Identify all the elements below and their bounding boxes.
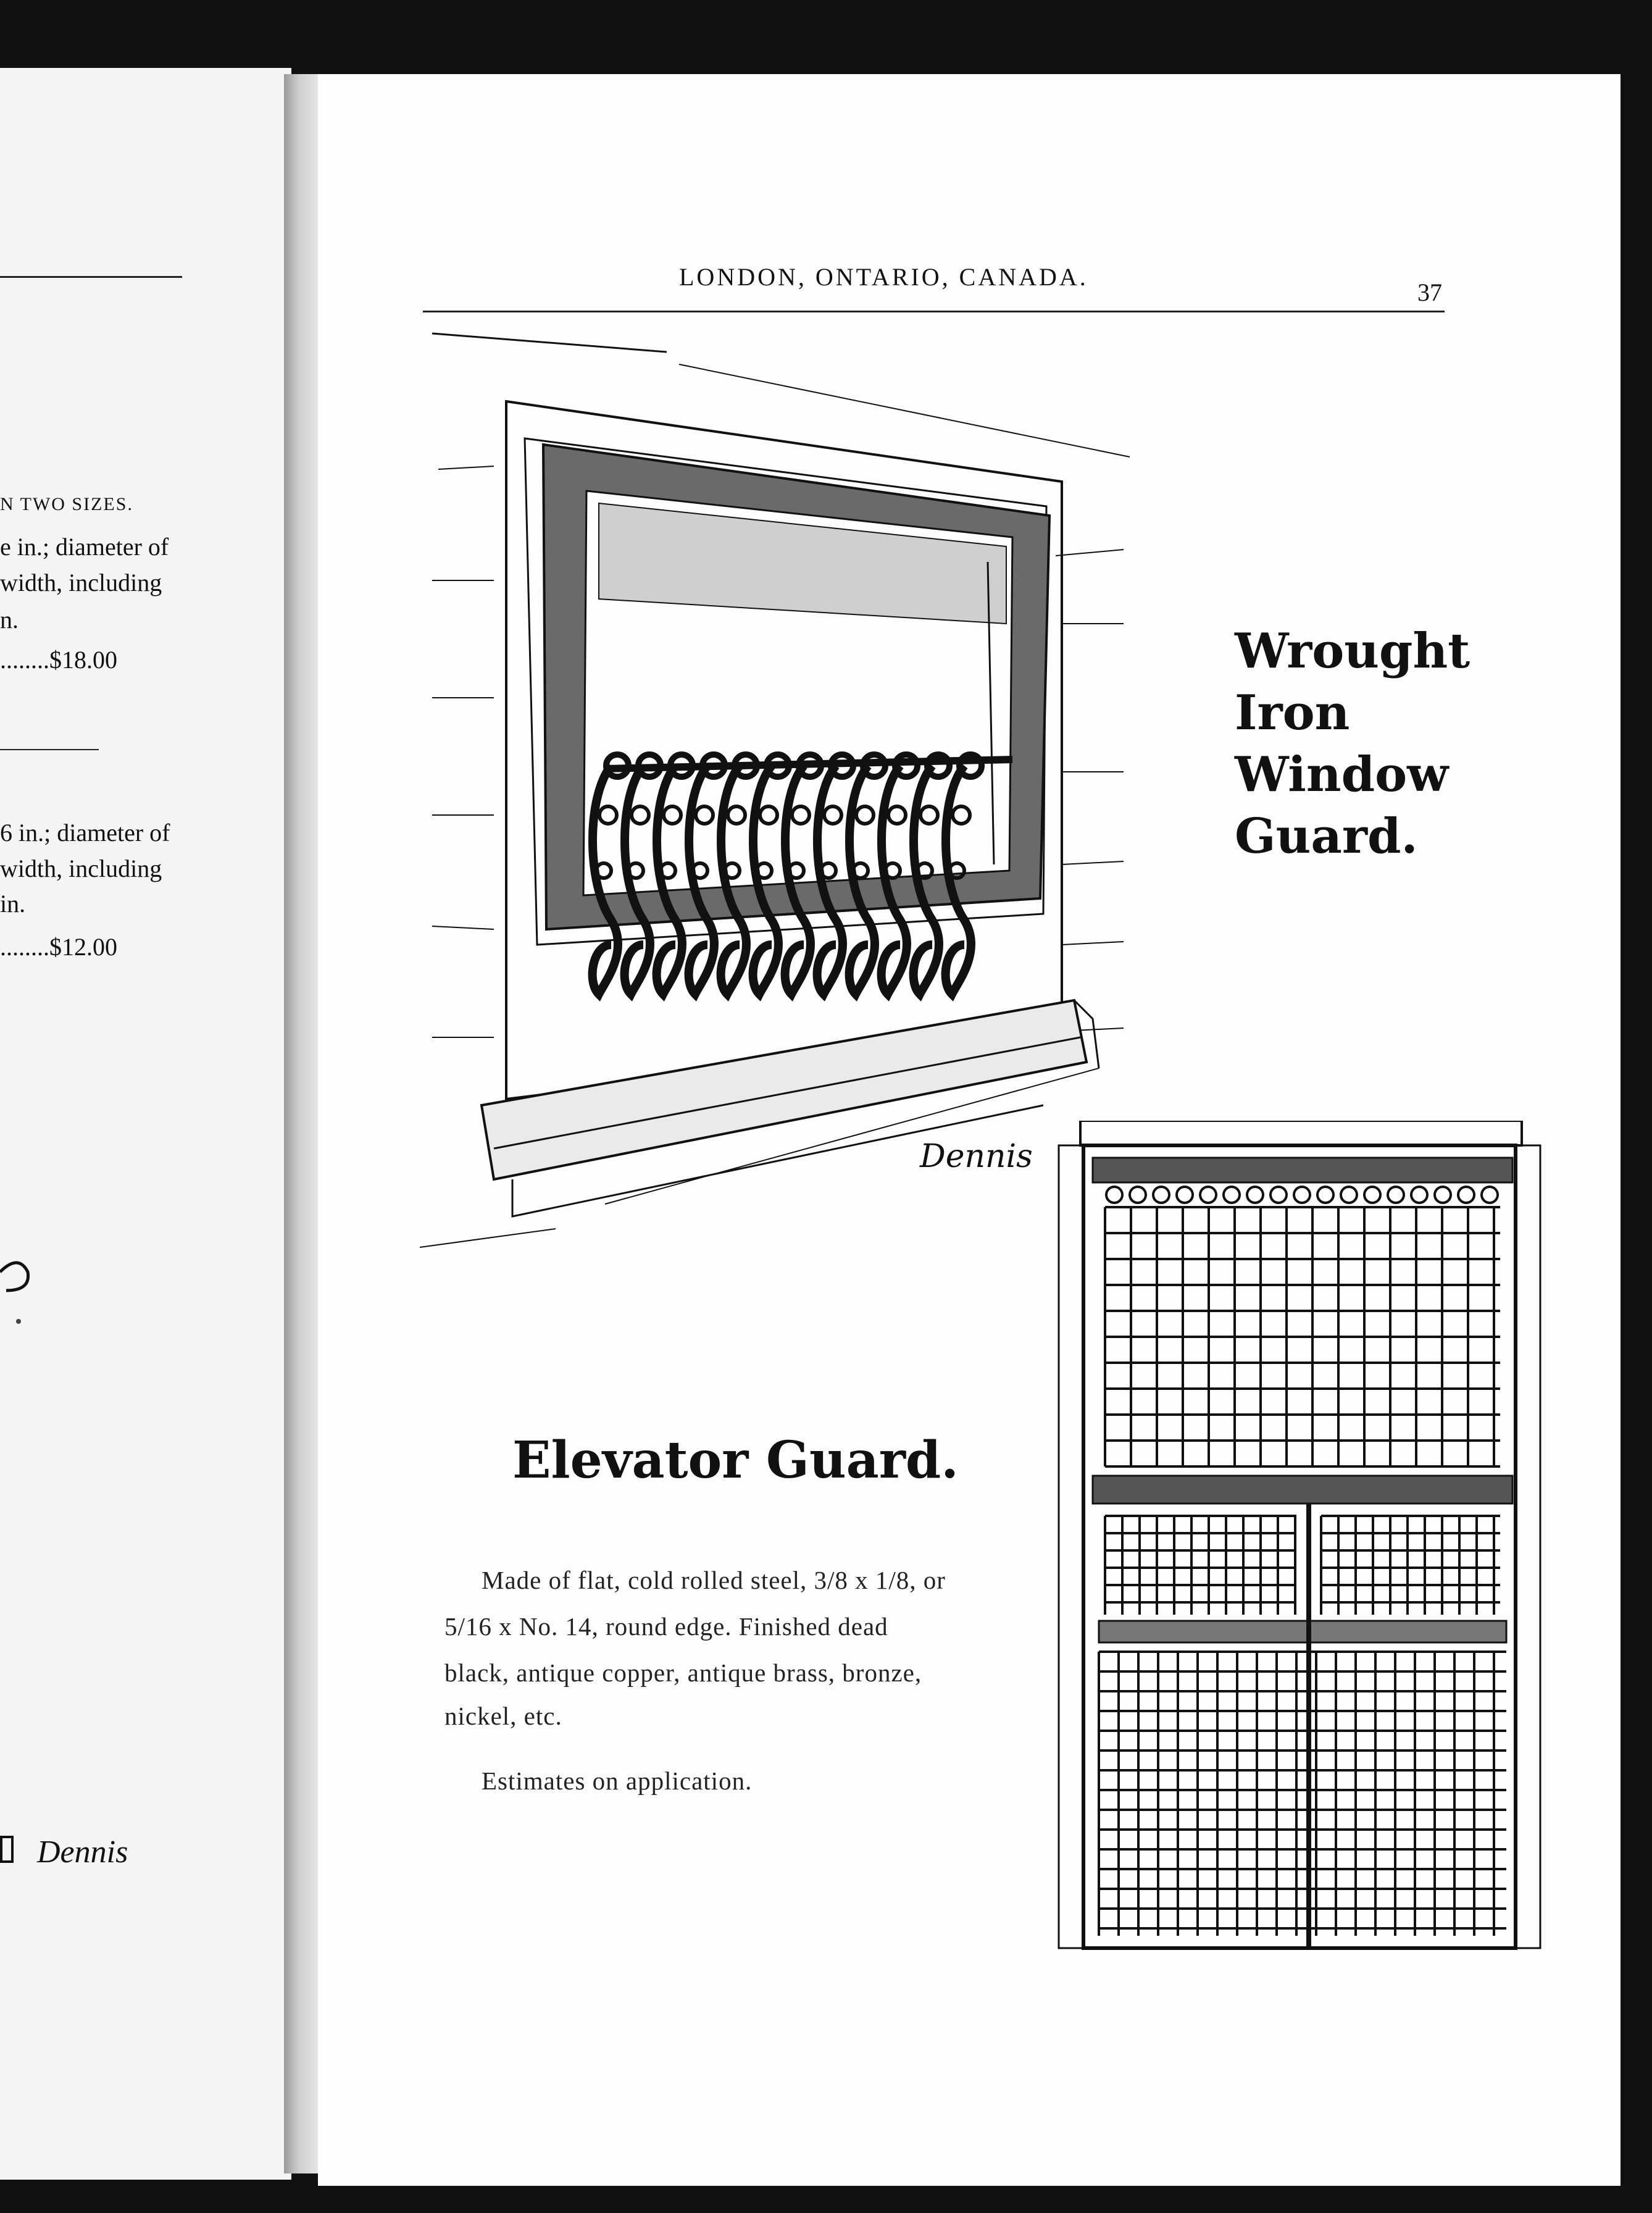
window-guard-title-line: Iron <box>1235 685 1350 741</box>
left-text-line: n. <box>0 606 19 634</box>
left-text-line: e in.; diameter of <box>0 533 169 561</box>
description-line: Made of flat, cold rolled steel, 3/8 x 1/8, or <box>482 1566 946 1594</box>
window-guard-title-line: Wrought <box>1235 623 1471 679</box>
elevator-guard-title: Elevator Guard. <box>512 1431 959 1490</box>
window-guard-title <box>1235 621 1470 868</box>
left-rule-top <box>0 276 182 278</box>
window-guard-signature: Dennis <box>920 1138 1033 1175</box>
left-price-1: ........$18.00 <box>0 646 117 674</box>
left-price-2: ........$12.00 <box>0 933 117 961</box>
description-line: black, antique copper, antique brass, bronze, <box>444 1659 922 1687</box>
page-gutter <box>284 74 321 2173</box>
left-text-line: 6 in.; diameter of <box>0 819 170 847</box>
page-number: 37 <box>1417 278 1442 306</box>
left-box-fragment <box>0 1831 19 1868</box>
left-text-line: width, including <box>0 569 162 596</box>
window-guard-illustration <box>420 327 1136 1266</box>
description-line: 5/16 x No. 14, round edge. Finished dead <box>444 1612 888 1641</box>
left-text-line: width, including <box>0 855 162 882</box>
description-line: nickel, etc. <box>444 1702 562 1730</box>
estimates-note: Estimates on application. <box>482 1767 753 1795</box>
running-head: LONDON, ONTARIO, CANADA. <box>679 263 1088 291</box>
window-guard-title-line: Guard. <box>1235 808 1418 864</box>
left-ornament-fragment <box>0 1247 37 1334</box>
left-text-sizes: N TWO SIZES. <box>0 494 133 514</box>
window-guard-title-line: Window <box>1235 747 1449 803</box>
left-text-line: in. <box>0 890 26 918</box>
left-rule-mid <box>0 749 99 750</box>
elevator-guard-illustration <box>1056 1121 1543 1973</box>
left-signature: Dennis <box>37 1834 128 1870</box>
header-rule <box>423 311 1445 312</box>
